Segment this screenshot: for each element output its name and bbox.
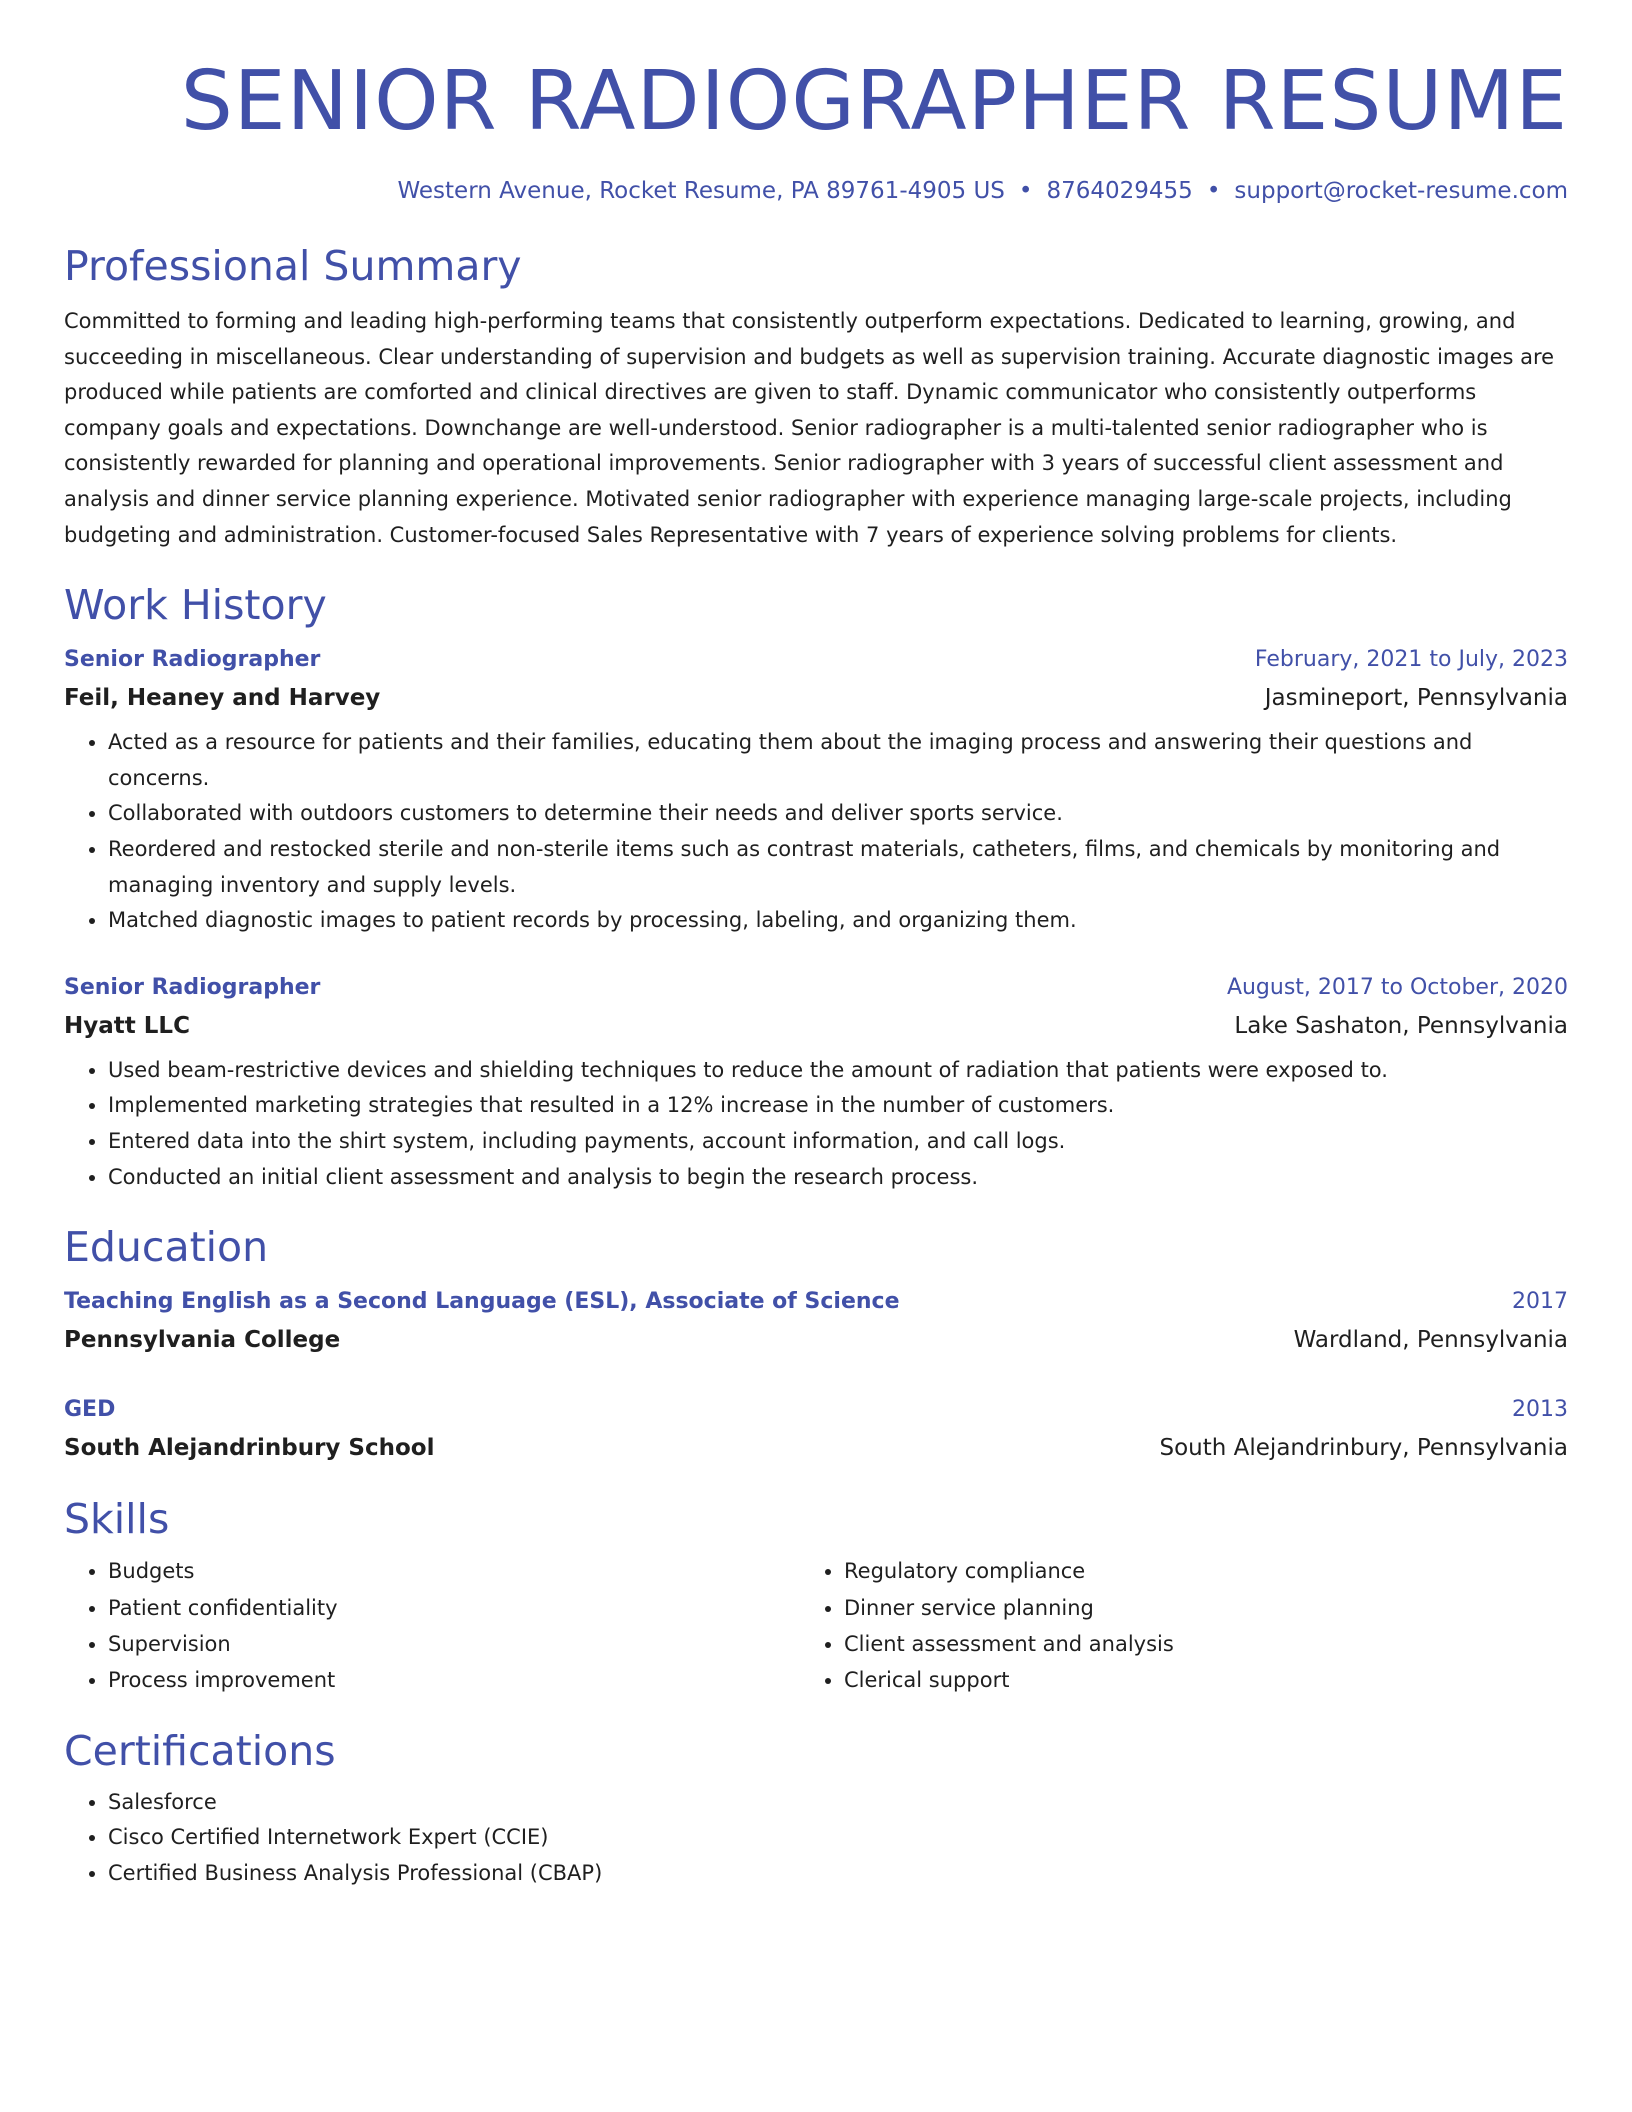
education-year: 2013: [1512, 1397, 1568, 1423]
education-entry: [64, 1283, 1568, 1359]
skill-item: • Clerical support: [844, 1662, 1536, 1698]
section-education: [64, 1221, 1568, 1467]
job-bullet: • Entered data into the shirt system, including payments, account information, and call logs.: [108, 1124, 1568, 1160]
job-bullets: [64, 725, 1568, 939]
job-bullet: • Reordered and restocked sterile and non-sterile items such as contrast materials, catheters, films, and chemicals by monitoring and managing inventory and supply levels.: [108, 832, 1568, 903]
education-degree: GED: [64, 1397, 116, 1423]
education-year: 2017: [1512, 1289, 1568, 1315]
section-title-education: Education: [64, 1223, 269, 1272]
job-dates: August, 2017 to October, 2020: [1226, 974, 1568, 1000]
resume-header: [64, 0, 1568, 206]
job-role: Senior Radiographer: [64, 974, 321, 1000]
skill-item: • Process improvement: [108, 1662, 800, 1698]
contact-address: Western Avenue, Rocket Resume, PA 89761-4905 US: [397, 178, 1005, 204]
certification-list: [64, 1785, 1568, 1892]
resume-title: SENIOR RADIOGRAPHER RESUME: [180, 54, 1568, 149]
skill-item: • Budgets: [108, 1553, 800, 1589]
job-company: Hyatt LLC: [64, 1012, 190, 1039]
section-title-certifications: Certifications: [64, 1726, 336, 1775]
job-bullet: • Implemented marketing strategies that resulted in a 12% increase in the number of customers.: [108, 1088, 1568, 1124]
skills-grid: [64, 1553, 1568, 1699]
job-entry: [64, 969, 1568, 1195]
skill-item: • Supervision: [108, 1626, 800, 1662]
certification-item: • Salesforce: [108, 1785, 1568, 1821]
job-bullet: • Acted as a resource for patients and their families, educating them about the imaging process and answering their questions and concerns.: [108, 725, 1568, 796]
section-title-summary: Professional Summary: [64, 242, 522, 290]
job-bullet: • Collaborated with outdoors customers to determine their needs and deliver sports service.: [108, 796, 1568, 832]
education-school: South Alejandrinbury School: [64, 1435, 435, 1462]
education-entry: [64, 1391, 1568, 1467]
skill-item: • Client assessment and analysis: [844, 1626, 1536, 1662]
job-dates: February, 2021 to July, 2023: [1254, 647, 1568, 673]
summary-text: Committed to forming and leading high-performing teams that consistently outperform expectations. Dedicated to learning, growing, and succeeding in miscellaneous. Clear understanding of supervision and budgets as well as supervision training. Accurate diagnostic images are produced while patients are comforted and clinical directives are given to staff. Dynamic communicator who consistently outperforms company goals and expectations. Downchange are well-understood. Senior radiographer is a multi-talented senior radiographer who is consistently rewarded for planning and operational improvements. Senior radiographer with 3 years of successful client assessment and analysis and dinner service planning experience. Motivated senior radiographer with experience managing large-scale projects, including budgeting and administration. Customer-focused Sales Representative with 7 years of experience solving problems for clients.: [64, 309, 1555, 547]
section-skills: [64, 1493, 1568, 1699]
skill-item: • Regulatory compliance: [844, 1553, 1536, 1589]
section-work-history: [64, 579, 1568, 1195]
contact-separator: •: [1206, 178, 1221, 204]
job-bullet: • Conducted an initial client assessment and analysis to begin the research process.: [108, 1160, 1568, 1196]
job-entry: [64, 641, 1568, 939]
education-location: South Alejandrinbury, Pennsylvania: [1159, 1435, 1568, 1462]
contact-line: [64, 176, 1568, 206]
skill-item: • Dinner service planning: [844, 1590, 1536, 1626]
job-company: Feil, Heaney and Harvey: [64, 685, 381, 712]
skill-item: • Patient confidentiality: [108, 1590, 800, 1626]
contact-email: support@rocket-resume.com: [1234, 178, 1568, 204]
section-title-work-history: Work History: [64, 581, 327, 630]
job-role: Senior Radiographer: [64, 647, 321, 673]
education-location: Wardland, Pennsylvania: [1293, 1327, 1568, 1354]
job-bullet: • Used beam-restrictive devices and shielding techniques to reduce the amount of radiation that patients were exposed to.: [108, 1053, 1568, 1089]
section-certifications: [64, 1725, 1568, 1892]
job-location: Jasmineport, Pennsylvania: [1264, 685, 1568, 712]
certification-item: • Cisco Certified Internetwork Expert (CCIE): [108, 1820, 1568, 1856]
education-school: Pennsylvania College: [64, 1327, 341, 1354]
job-bullet: • Matched diagnostic images to patient records by processing, labeling, and organizing them.: [108, 903, 1568, 939]
job-location: Lake Sashaton, Pennsylvania: [1234, 1012, 1568, 1039]
section-title-skills: Skills: [64, 1495, 170, 1544]
contact-phone: 8764029455: [1046, 178, 1193, 204]
certification-item: • Certified Business Analysis Professional (CBAP): [108, 1856, 1568, 1892]
job-bullets: [64, 1053, 1568, 1195]
contact-separator: •: [1018, 178, 1033, 204]
skills-column-left: [64, 1553, 800, 1699]
skills-column-right: [800, 1553, 1536, 1699]
education-degree: Teaching English as a Second Language (ESL), Associate of Science: [64, 1289, 900, 1315]
